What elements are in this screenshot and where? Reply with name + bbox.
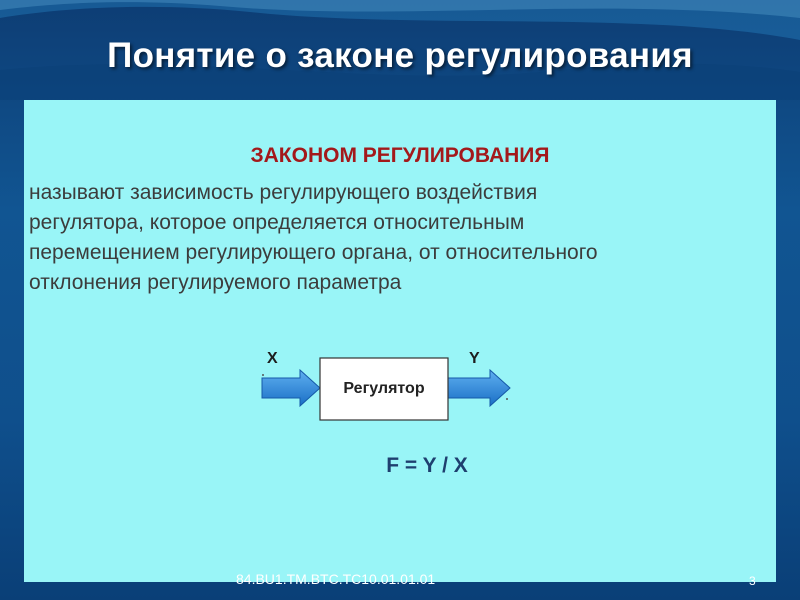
regulator-block-label: Регулятор — [343, 380, 425, 397]
page-number: 3 — [749, 574, 756, 588]
footer-document-code: 84.BU1.TM.BTC.TC10.01.01.01 — [236, 571, 436, 587]
input-label: X — [267, 350, 278, 367]
input-arrow — [262, 370, 320, 406]
slide-title: Понятие о законе регулирования — [107, 36, 693, 75]
transfer-formula: F = Y / X — [386, 454, 468, 477]
content-box — [24, 100, 776, 582]
definition-line: называют зависимость регулирующего воздействия — [29, 181, 538, 204]
definition-line: перемещением регулирующего органа, от относительного — [29, 241, 598, 264]
definition-heading: ЗАКОНОМ РЕГУЛИРОВАНИЯ — [250, 144, 550, 167]
output-arrow — [448, 370, 510, 406]
output-label: Y — [469, 350, 480, 367]
definition-line: отклонения регулируемого параметра — [29, 271, 402, 294]
regulator-diagram — [24, 100, 776, 582]
definition-line: регулятора, которое определяется относительным — [29, 211, 525, 234]
